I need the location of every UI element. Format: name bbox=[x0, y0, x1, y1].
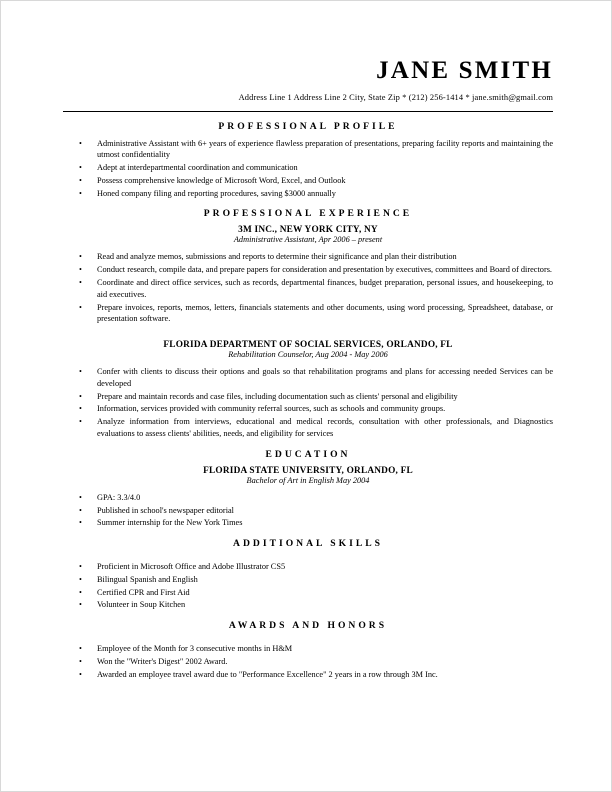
list-item: • Adept at interdepartmental coordination and communication bbox=[63, 162, 553, 174]
job-role: Rehabilitation Counselor, Aug 2004 - May 2006 bbox=[228, 350, 388, 360]
resume-content bbox=[63, 57, 553, 683]
skills-bullet-list bbox=[63, 561, 553, 611]
experience-bullet-list-1 bbox=[63, 251, 553, 325]
section-title-experience: PROFESSIONAL EXPERIENCE bbox=[203, 208, 413, 220]
list-item: • Read and analyze memos, submissions and reports to determine their significance and plan their distribution bbox=[63, 251, 553, 263]
list-item: • Proficient in Microsoft Office and Adobe Illustrator CS5 bbox=[63, 561, 553, 573]
list-item: • Possess comprehensive knowledge of Microsoft Word, Excel, and Outlook bbox=[63, 175, 553, 187]
list-item: • Published in school's newspaper editorial bbox=[63, 505, 553, 517]
job-company: 3M INC., NEW YORK CITY, NY bbox=[238, 225, 378, 236]
profile-bullet-list bbox=[63, 138, 553, 200]
list-item: • Honed company filing and reporting procedures, saving $3000 annually bbox=[63, 188, 553, 200]
list-item: • Coordinate and direct office services, such as records, departmental finances, budget preparation, personal issues, and housekeeping, to aid executives. bbox=[63, 277, 553, 301]
section-title-education: EDUCATION bbox=[265, 448, 351, 460]
section-title-awards: AWARDS AND HONORS bbox=[228, 620, 388, 632]
list-item: • GPA: 3.3/4.0 bbox=[63, 492, 553, 504]
list-item: • Administrative Assistant with 6+ years of experience flawless preparation of presentations, preparing facility reports and maintaining the utmost confidentiality bbox=[63, 138, 553, 162]
education-school: FLORIDA STATE UNIVERSITY, ORLANDO, FL bbox=[203, 465, 413, 476]
list-item: • Prepare and maintain records and case files, including documentation such as clients' personal and eligibility bbox=[63, 391, 553, 403]
education-degree: Bachelor of Art in English May 2004 bbox=[246, 475, 370, 485]
job-company: FLORIDA DEPARTMENT OF SOCIAL SERVICES, ORLANDO, FL bbox=[163, 340, 453, 351]
list-item: • Certified CPR and First Aid bbox=[63, 587, 553, 599]
contact-line: Address Line 1 Address Line 2 City, State Zip * (212) 256-1414 * jane.smith@gmail.com bbox=[238, 92, 553, 102]
list-item: • Prepare invoices, reports, memos, letters, financials statements and other documents, using word processing, Spreadsheet, database, or presentation software. bbox=[63, 302, 553, 326]
spacer bbox=[63, 327, 553, 336]
list-item: • Bilingual Spanish and English bbox=[63, 574, 553, 586]
list-item: • Confer with clients to discuss their options and goals so that rehabilitation programs and plans for accessing needed Services can be developed bbox=[63, 366, 553, 390]
list-item: • Conduct research, compile data, and prepare papers for consideration and presentation by executives, committees and Board of directors. bbox=[63, 264, 553, 276]
awards-bullet-list bbox=[63, 643, 553, 680]
section-title-skills: ADDITIONAL SKILLS bbox=[233, 538, 383, 550]
list-item: • Awarded an employee travel award due to "Performance Excellence" 2 years in a row through 3M Inc. bbox=[63, 669, 553, 681]
header-divider bbox=[63, 111, 553, 112]
job-role: Administrative Assistant, Apr 2006 – present bbox=[233, 235, 383, 245]
list-item: • Information, services provided with community referral sources, such as schools and community groups. bbox=[63, 403, 553, 415]
education-bullet-list bbox=[63, 492, 553, 529]
list-item: • Summer internship for the New York Times bbox=[63, 517, 553, 529]
list-item: • Won the "Writer's Digest" 2002 Award. bbox=[63, 656, 553, 668]
list-item: • Volunteer in Soup Kitchen bbox=[63, 599, 553, 611]
section-title-profile: PROFESSIONAL PROFILE bbox=[218, 120, 398, 132]
candidate-name: JANE SMITH bbox=[376, 57, 553, 84]
experience-bullet-list-2 bbox=[63, 366, 553, 440]
list-item: • Analyze information from interviews, educational and medical records, consultation with other professionals, and Diagnostics evaluations to assess clients' abilities, needs, and eligibility for services bbox=[63, 416, 553, 440]
list-item: • Employee of the Month for 3 consecutive months in H&M bbox=[63, 643, 553, 655]
